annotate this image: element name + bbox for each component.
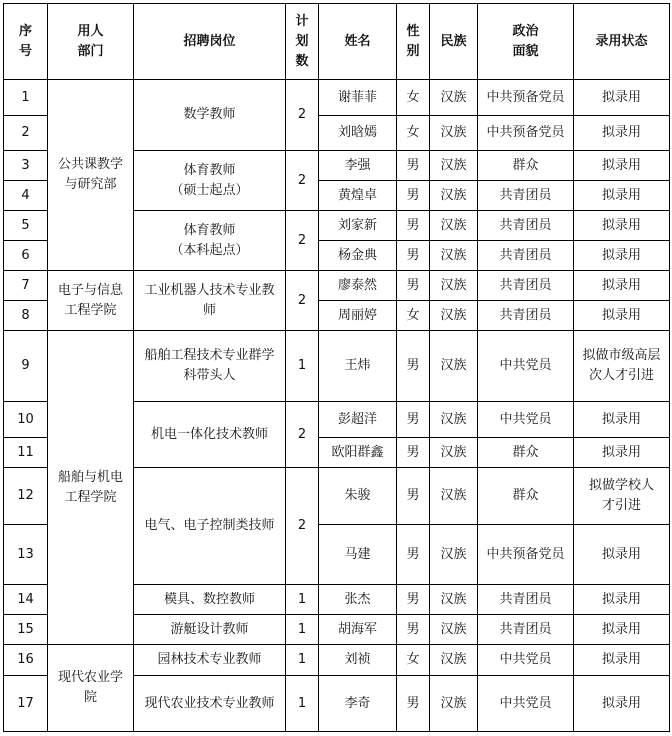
row-no: 10 <box>4 402 48 438</box>
position-cell: 电气、电子控制类技师 <box>134 468 286 585</box>
table-row <box>4 645 670 676</box>
header-gender: 性 别 <box>397 4 430 80</box>
gender-cell: 男 <box>397 271 430 301</box>
gender-cell: 男 <box>397 615 430 645</box>
status-cell: 拟录用 <box>574 271 670 301</box>
name-cell: 廖泰然 <box>319 271 397 301</box>
position-cell: 模具、数控教师 <box>134 585 286 615</box>
position-cell: 体育教师 （本科起点） <box>134 211 286 271</box>
political-cell: 中共党员 <box>478 676 574 732</box>
row-no: 17 <box>4 676 48 732</box>
position-cell: 现代农业技术专业教师 <box>134 676 286 732</box>
political-cell: 共青团员 <box>478 181 574 211</box>
name-cell: 黄煌卓 <box>319 181 397 211</box>
gender-cell: 女 <box>397 301 430 331</box>
header-position: 招聘岗位 <box>134 4 286 80</box>
name-cell: 谢菲菲 <box>319 80 397 116</box>
row-no: 16 <box>4 645 48 676</box>
status-cell: 拟录用 <box>574 615 670 645</box>
gender-cell: 男 <box>397 241 430 271</box>
row-no: 4 <box>4 181 48 211</box>
gender-cell: 男 <box>397 585 430 615</box>
political-cell: 共青团员 <box>478 615 574 645</box>
row-no: 5 <box>4 211 48 241</box>
ethnicity-cell: 汉族 <box>430 151 478 181</box>
header-plan: 计 划 数 <box>286 4 319 80</box>
ethnicity-cell: 汉族 <box>430 331 478 402</box>
position-cell: 数学教师 <box>134 80 286 151</box>
name-cell: 李奇 <box>319 676 397 732</box>
political-cell: 中共党员 <box>478 402 574 438</box>
name-cell: 刘祯 <box>319 645 397 676</box>
gender-cell: 男 <box>397 151 430 181</box>
plan-cell: 1 <box>286 676 319 732</box>
row-no: 1 <box>4 80 48 116</box>
status-cell: 拟做学校人 才引进 <box>574 468 670 525</box>
row-no: 8 <box>4 301 48 331</box>
name-cell: 欧阳群鑫 <box>319 438 397 468</box>
status-cell: 拟录用 <box>574 241 670 271</box>
status-cell: 拟录用 <box>574 525 670 585</box>
position-cell: 游艇设计教师 <box>134 615 286 645</box>
department-cell: 公共课教学 与研究部 <box>48 80 134 271</box>
header-row <box>4 4 670 80</box>
political-cell: 共青团员 <box>478 301 574 331</box>
department-cell: 现代农业学 院 <box>48 645 134 732</box>
status-cell: 拟做市级高层 次人才引进 <box>574 331 670 402</box>
position-cell: 园林技术专业教师 <box>134 645 286 676</box>
name-cell: 杨金典 <box>319 241 397 271</box>
name-cell: 张杰 <box>319 585 397 615</box>
ethnicity-cell: 汉族 <box>430 676 478 732</box>
ethnicity-cell: 汉族 <box>430 80 478 116</box>
gender-cell: 男 <box>397 468 430 525</box>
ethnicity-cell: 汉族 <box>430 645 478 676</box>
header-ethnicity: 民族 <box>430 4 478 80</box>
plan-cell: 2 <box>286 151 319 211</box>
name-cell: 刘家新 <box>319 211 397 241</box>
plan-cell: 1 <box>286 645 319 676</box>
table-row <box>4 80 670 116</box>
ethnicity-cell: 汉族 <box>430 211 478 241</box>
status-cell: 拟录用 <box>574 211 670 241</box>
row-no: 12 <box>4 468 48 525</box>
political-cell: 群众 <box>478 151 574 181</box>
header-name: 姓名 <box>319 4 397 80</box>
political-cell: 共青团员 <box>478 241 574 271</box>
table-row <box>4 331 670 402</box>
header-political: 政治 面貌 <box>478 4 574 80</box>
row-no: 2 <box>4 116 48 151</box>
political-cell: 群众 <box>478 468 574 525</box>
gender-cell: 男 <box>397 331 430 402</box>
status-cell: 拟录用 <box>574 676 670 732</box>
gender-cell: 女 <box>397 80 430 116</box>
political-cell: 中共预备党员 <box>478 525 574 585</box>
status-cell: 拟录用 <box>574 181 670 211</box>
ethnicity-cell: 汉族 <box>430 241 478 271</box>
ethnicity-cell: 汉族 <box>430 615 478 645</box>
name-cell: 朱骏 <box>319 468 397 525</box>
political-cell: 中共预备党员 <box>478 80 574 116</box>
position-cell: 体育教师 （硕士起点） <box>134 151 286 211</box>
political-cell: 共青团员 <box>478 211 574 241</box>
gender-cell: 女 <box>397 645 430 676</box>
row-no: 11 <box>4 438 48 468</box>
plan-cell: 2 <box>286 402 319 468</box>
gender-cell: 男 <box>397 402 430 438</box>
status-cell: 拟录用 <box>574 116 670 151</box>
department-cell: 电子与信息 工程学院 <box>48 271 134 331</box>
plan-cell: 2 <box>286 468 319 585</box>
ethnicity-cell: 汉族 <box>430 116 478 151</box>
gender-cell: 男 <box>397 181 430 211</box>
position-cell: 机电一体化技术教师 <box>134 402 286 468</box>
name-cell: 胡海军 <box>319 615 397 645</box>
gender-cell: 男 <box>397 438 430 468</box>
header-department: 用人 部门 <box>48 4 134 80</box>
political-cell: 中共党员 <box>478 645 574 676</box>
table-row <box>4 271 670 301</box>
status-cell: 拟录用 <box>574 80 670 116</box>
gender-cell: 男 <box>397 211 430 241</box>
department-cell: 船舶与机电 工程学院 <box>48 331 134 645</box>
ethnicity-cell: 汉族 <box>430 468 478 525</box>
political-cell: 中共预备党员 <box>478 116 574 151</box>
status-cell: 拟录用 <box>574 402 670 438</box>
political-cell: 中共党员 <box>478 331 574 402</box>
ethnicity-cell: 汉族 <box>430 301 478 331</box>
row-no: 7 <box>4 271 48 301</box>
position-cell: 船舶工程技术专业群学 科带头人 <box>134 331 286 402</box>
ethnicity-cell: 汉族 <box>430 181 478 211</box>
plan-cell: 1 <box>286 615 319 645</box>
name-cell: 马建 <box>319 525 397 585</box>
plan-cell: 1 <box>286 585 319 615</box>
name-cell: 彭超洋 <box>319 402 397 438</box>
name-cell: 刘晗嫣 <box>319 116 397 151</box>
row-no: 6 <box>4 241 48 271</box>
ethnicity-cell: 汉族 <box>430 585 478 615</box>
header-status: 录用状态 <box>574 4 670 80</box>
position-cell: 工业机器人技术专业教 师 <box>134 271 286 331</box>
name-cell: 李强 <box>319 151 397 181</box>
recruitment-table <box>3 3 670 732</box>
row-no: 15 <box>4 615 48 645</box>
plan-cell: 2 <box>286 80 319 151</box>
gender-cell: 女 <box>397 116 430 151</box>
plan-cell: 2 <box>286 211 319 271</box>
status-cell: 拟录用 <box>574 151 670 181</box>
name-cell: 王炜 <box>319 331 397 402</box>
row-no: 14 <box>4 585 48 615</box>
plan-cell: 2 <box>286 271 319 331</box>
political-cell: 共青团员 <box>478 271 574 301</box>
ethnicity-cell: 汉族 <box>430 402 478 438</box>
status-cell: 拟录用 <box>574 645 670 676</box>
header-no: 序 号 <box>4 4 48 80</box>
ethnicity-cell: 汉族 <box>430 438 478 468</box>
political-cell: 共青团员 <box>478 585 574 615</box>
political-cell: 群众 <box>478 438 574 468</box>
status-cell: 拟录用 <box>574 301 670 331</box>
status-cell: 拟录用 <box>574 438 670 468</box>
ethnicity-cell: 汉族 <box>430 525 478 585</box>
plan-cell: 1 <box>286 331 319 402</box>
status-cell: 拟录用 <box>574 585 670 615</box>
gender-cell: 男 <box>397 676 430 732</box>
name-cell: 周丽婷 <box>319 301 397 331</box>
row-no: 13 <box>4 525 48 585</box>
ethnicity-cell: 汉族 <box>430 271 478 301</box>
gender-cell: 男 <box>397 525 430 585</box>
row-no: 9 <box>4 331 48 402</box>
row-no: 3 <box>4 151 48 181</box>
